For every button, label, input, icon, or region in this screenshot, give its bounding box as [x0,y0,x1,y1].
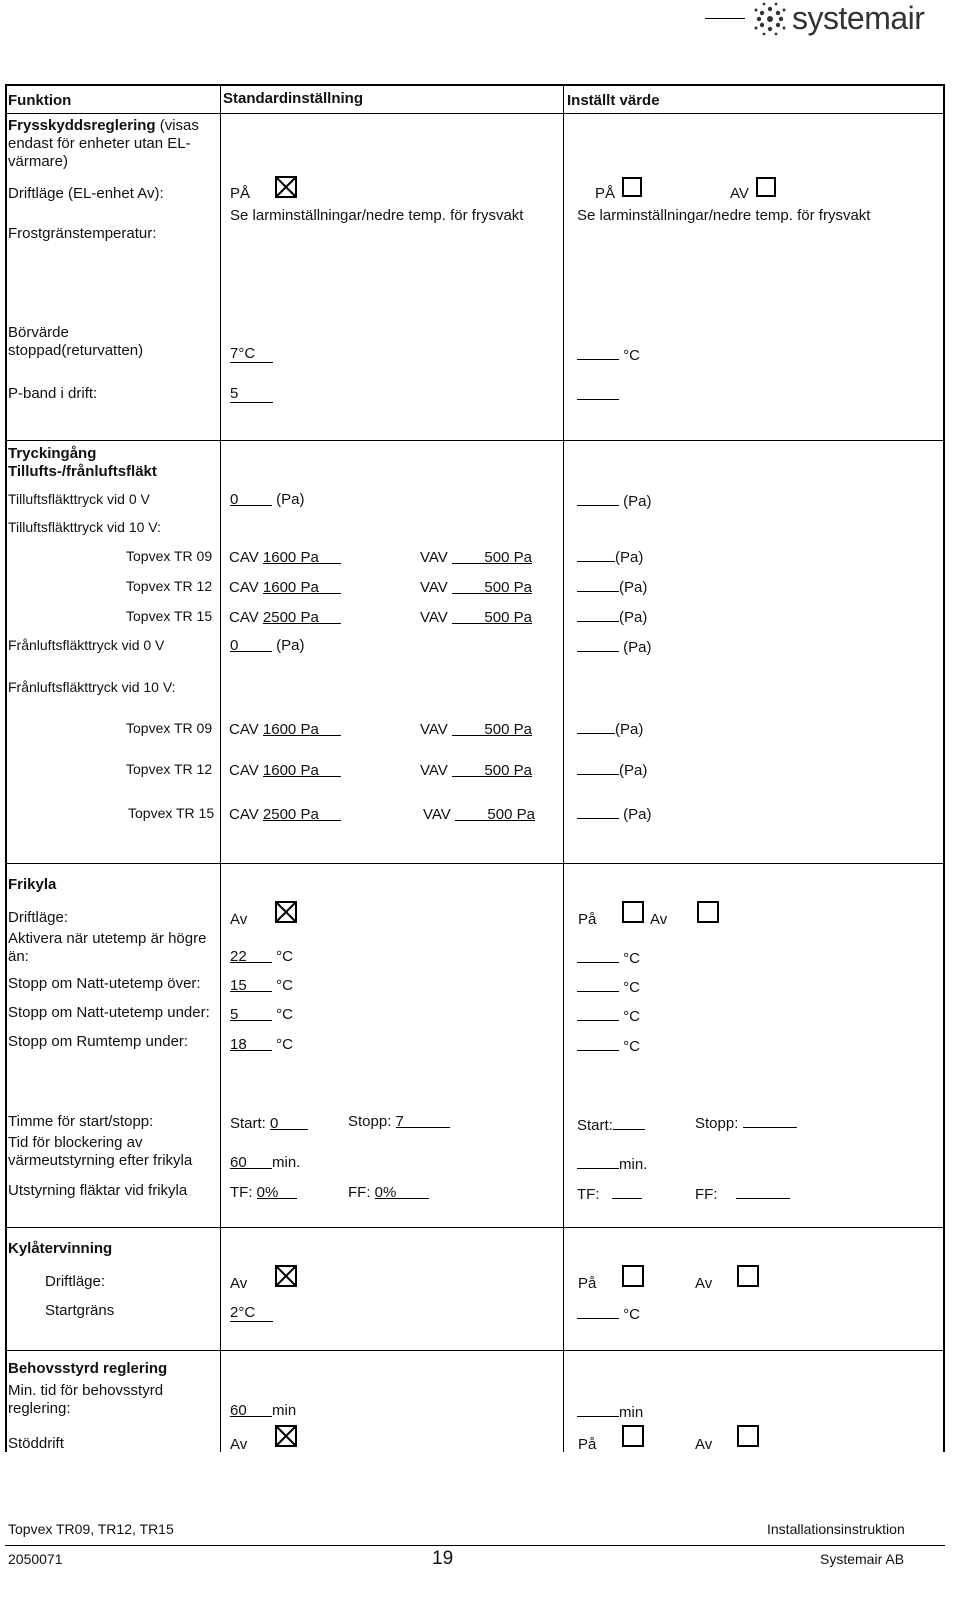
extract-row-model-2: Topvex TR 12 [126,761,213,777]
pressure-sup0-label: Tilluftsfläkttryck vid 0 V [8,491,150,507]
frost-title-text: Frysskyddsreglering [8,117,156,134]
frikyla-set-pa-checkbox[interactable] [622,901,644,923]
footer-page-number: 19 [432,1548,454,1569]
supply-row-vav-3: VAV 500 Pa [420,609,532,626]
col-header-funktion: Funktion [8,92,72,109]
frost-borvarde-unit: °C [623,347,641,364]
frost-frostgrans-label: Frostgränstemperatur: [8,225,157,242]
systemair-logo-icon [750,0,790,40]
frikyla-set-pa-label: På [578,911,597,928]
supply-row-cav-3: CAV 2500 Pa [229,609,341,626]
footer-rule [5,1545,945,1546]
extract-row-vav-2: VAV 500 Pa [420,762,532,779]
footer-doc-type: Installationsinstruktion [767,1521,905,1537]
supply-row-model-3: Topvex TR 15 [126,608,213,624]
pressure-sup0-set-field[interactable]: (Pa) [577,491,652,510]
frikyla-aktivera-std: 22 °C [230,948,294,965]
footer-company: Systemair AB [820,1551,905,1567]
extract-row-model-3: Topvex TR 15 [128,805,215,821]
frost-set-av-checkbox[interactable] [756,177,776,197]
table-top-border [5,84,945,86]
frost-driftlage-label: Driftläge (EL-enhet Av): [8,185,164,202]
supply-row-cav-1: CAV 1600 Pa [229,549,341,566]
frost-pband-set-field[interactable] [577,385,619,404]
kyla-set-pa-label: På [578,1275,597,1292]
frikyla-stopp-over-set-field[interactable]: °C [577,977,640,996]
kyla-set-pa-checkbox[interactable] [622,1265,644,1287]
frost-set-av-label: AV [730,185,749,202]
extract-row-model-1: Topvex TR 09 [126,720,213,736]
table-right-border [943,84,945,1452]
behov-set-av-checkbox[interactable] [737,1425,759,1447]
frost-pband-label: P-band i drift: [8,385,98,402]
frost-title-note: (visas endast för enheter utan EL-värmare) [8,117,199,170]
frost-borvarde-std: 7°C [230,345,273,363]
extract-row-vav-3: VAV 500 Pa [423,806,535,823]
supply-row-model-2: Topvex TR 12 [126,578,213,594]
frikyla-stopp-rum-set-field[interactable]: °C [577,1036,640,1055]
frikyla-stopp-rum-std: 18 °C [230,1036,294,1053]
kyla-set-av-checkbox[interactable] [737,1265,759,1287]
supply-row-cav-2: CAV 1600 Pa [229,579,341,596]
frost-title [8,117,213,171]
frost-borvarde-label: Börvärde stoppad(returvatten) [8,324,144,359]
frikyla-aktivera-label: Aktivera när utetemp är högre än: [8,930,207,965]
behov-min-label: Min. tid för behovsstyrd reglering: [8,1382,164,1417]
frikyla-std-tf: TF: 0% [230,1184,297,1201]
behov-title: Behovsstyrd reglering [8,1360,168,1377]
pressure-ext0-std: 0 (Pa) [230,637,305,654]
footer-doc-no: 2050071 [8,1551,63,1567]
behov-stod-label: Stöddrift [8,1435,64,1452]
pressure-sup0-std: 0 (Pa) [230,491,305,508]
kyla-startgrans-std: 2°C [230,1304,273,1322]
col-divider-1 [220,84,221,1452]
section-divider-pressure [5,440,945,441]
kyla-driftlage-label: Driftläge: [45,1273,106,1290]
supply-row-model-1: Topvex TR 09 [126,548,213,564]
col-header-standard: Standardinställning [223,90,364,107]
frikyla-set-stopp-field[interactable]: Stopp: [695,1113,797,1132]
frikyla-std-ff: FF: 0% [348,1184,429,1201]
kyla-std-checked-icon [275,1265,297,1287]
frikyla-block-std: 60 min. [230,1154,301,1171]
kyla-set-av-label: Av [695,1275,713,1292]
pressure-title: Tryckingång Tillufts-/frånluftsfläkt [8,445,157,480]
frikyla-std-stopp: Stopp: 7 [348,1113,450,1130]
frost-std-alarm-text: Se larminställningar/nedre temp. för frysvakt [230,207,524,224]
frikyla-aktivera-set-field[interactable]: °C [577,948,640,967]
frikyla-set-tf-field[interactable]: TF: [577,1184,642,1203]
frikyla-set-av-label: Av [650,911,668,928]
extract-row-vav-1: VAV 500 Pa [420,721,532,738]
frost-borvarde-set-field[interactable] [577,345,640,364]
extract-row-set-field-1[interactable]: (Pa) [577,719,643,738]
extract-row-cav-3: CAV 2500 Pa [229,806,341,823]
kyla-title: Kylåtervinning [8,1240,113,1257]
header-rule [705,18,745,19]
behov-std-checked-icon [275,1425,297,1447]
section-divider-kyla [5,1227,945,1228]
pressure-sup10-label: Tilluftsfläkttryck vid 10 V: [8,519,162,535]
section-divider-behov [5,1350,945,1351]
extract-row-set-field-2[interactable]: (Pa) [577,760,647,779]
behov-set-pa-label: På [578,1436,597,1453]
behov-set-pa-checkbox[interactable] [622,1425,644,1447]
frost-set-pa-label: PÅ [595,185,616,202]
frikyla-block-label: Tid för blockering av värmeutstyrning efter frikyla [8,1134,193,1169]
supply-row-set-field-1[interactable]: (Pa) [577,547,643,566]
supply-row-set-field-3[interactable]: (Pa) [577,607,647,626]
kyla-startgrans-set-field[interactable]: °C [577,1304,640,1323]
frikyla-stopp-under-set-field[interactable]: °C [577,1006,640,1025]
frikyla-timme-label: Timme för start/stopp: [8,1113,154,1130]
brand-name: systemair [792,0,925,36]
behov-min-std: 60 min [230,1402,297,1419]
supply-row-vav-2: VAV 500 Pa [420,579,532,596]
frost-set-alarm-text: Se larminställningar/nedre temp. för frysvakt [577,207,871,224]
section-divider-frikyla [5,863,945,864]
header-bottom-border [5,113,945,114]
frikyla-stopp-under-std: 5 °C [230,1006,294,1023]
behov-set-av-label: Av [695,1436,713,1453]
kyla-std-av-label: Av [230,1275,248,1292]
extract-row-cav-1: CAV 1600 Pa [229,721,341,738]
pressure-ext0-label: Frånluftsfläkttryck vid 0 V [8,637,165,653]
frikyla-stopp-over-label: Stopp om Natt-utetemp över: [8,975,201,992]
frikyla-set-ff-field[interactable]: FF: [695,1184,790,1203]
table-left-border [5,84,7,1452]
supply-row-set-field-2[interactable]: (Pa) [577,577,647,596]
pressure-ext0-set-field[interactable]: (Pa) [577,637,652,656]
footer-models: Topvex TR09, TR12, TR15 [8,1521,174,1537]
frikyla-fan-label: Utstyrning fläktar vid frikyla [8,1182,188,1199]
behov-std-av-label: Av [230,1436,248,1453]
behov-min-set-field[interactable]: min [577,1402,643,1421]
frikyla-set-av-checkbox[interactable] [697,901,719,923]
col-divider-2 [563,84,564,1452]
frikyla-driftlage-label: Driftläge: [8,909,69,926]
frost-std-checked-icon [275,176,297,198]
frikyla-std-start: Start: 0 [230,1115,308,1132]
col-header-installt: Inställt värde [567,92,660,109]
frikyla-stopp-over-std: 15 °C [230,977,294,994]
supply-row-vav-1: VAV 500 Pa [420,549,532,566]
frost-set-pa-checkbox[interactable] [622,177,642,197]
frikyla-stopp-rum-label: Stopp om Rumtemp under: [8,1033,189,1050]
frikyla-block-set-field[interactable]: min. [577,1154,647,1173]
frikyla-std-checked-icon [275,901,297,923]
kyla-startgrans-label: Startgräns [45,1302,115,1319]
extract-row-set-field-3[interactable]: (Pa) [577,804,652,823]
extract-row-cav-2: CAV 1600 Pa [229,762,341,779]
frikyla-stopp-under-label: Stopp om Natt-utetemp under: [8,1004,210,1021]
frost-pband-std: 5 [230,385,273,403]
frikyla-set-start-field[interactable]: Start: [577,1115,645,1134]
frost-std-pa-label: PÅ [230,185,251,202]
frikyla-std-av-label: Av [230,911,248,928]
pressure-ext10-label: Frånluftsfläkttryck vid 10 V: [8,679,176,695]
frikyla-title: Frikyla [8,876,57,893]
